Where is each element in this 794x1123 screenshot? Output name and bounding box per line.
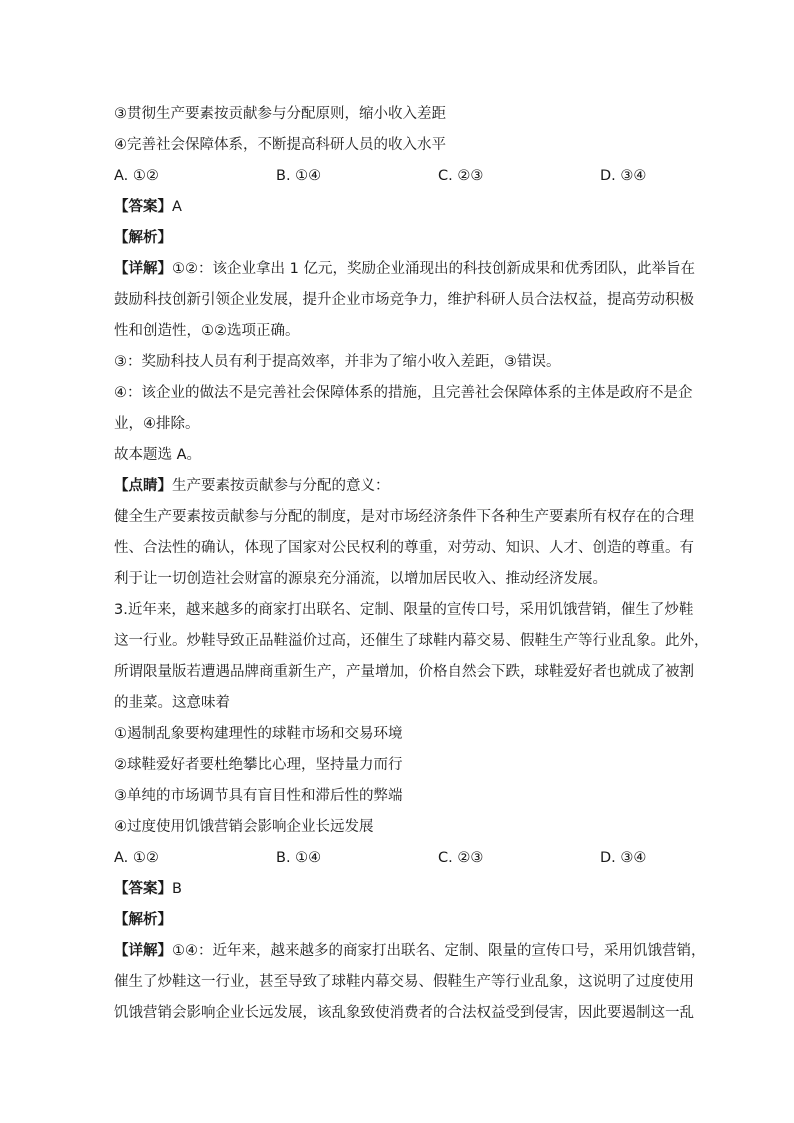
answer-options (114, 161, 694, 192)
q3-option-d: D. ③④ (600, 850, 647, 866)
detail-line: 业，④排除。 (114, 416, 200, 432)
option-a: A. ①② (114, 168, 159, 184)
question-3-stem: 3.近年来，越来越多的商家打出联名、定制、限量的宣传口号，采用饥饿营销，催生了炒鞋 (114, 602, 694, 618)
q3-answer-tag: 【答案】 (114, 881, 172, 897)
option-d: D. ③④ (600, 168, 647, 184)
q3-answer-value: B (172, 881, 182, 897)
question-3-stem: 所谓限量版若遭遇品牌商重新生产，产量增加，价格自然会下跌，球鞋爱好者也就成了被割 (114, 664, 694, 680)
q3-analysis-heading (114, 905, 694, 936)
answer-tag: 【答案】 (114, 199, 172, 215)
detail-line: ③：奖励科技人员有利于提高效率，并非为了缩小收入差距，③错误。 (114, 354, 561, 370)
q3-detail-text: ①④：近年来，越来越多的商家打出联名、定制、限量的宣传口号，采用饥饿营销， (172, 943, 706, 959)
answer-line (114, 192, 694, 223)
q3-analysis-tag: 【解析】 (114, 912, 172, 928)
detail-line: 性和创造性，①②选项正确。 (114, 323, 300, 339)
point-tag: 【点睛】 (114, 478, 172, 494)
detail-tag: 【详解】 (114, 261, 172, 277)
q3-option-c: C. ②③ (438, 850, 484, 866)
q3-detail-tag: 【详解】 (114, 943, 172, 959)
point-title: 生产要素按贡献参与分配的意义： (172, 478, 390, 494)
detail-line: 鼓励科技创新引领企业发展，提升企业市场竞争力，维护科研人员合法权益，提高劳动积极 (114, 292, 694, 308)
q3-detail-line: 催生了炒鞋这一行业，甚至导致了球鞋内幕交易、假鞋生产等行业乱象，这说明了过度使用 (114, 974, 694, 990)
statement-3: ③贯彻生产要素按贡献参与分配原则，缩小收入差距 (114, 106, 446, 122)
point-text: 健全生产要素按贡献参与分配的制度，是对市场经济条件下各种生产要素所有权存在的合理 (114, 509, 694, 525)
q3-option-b: B. ①④ (276, 850, 322, 866)
q3-statement-1: ①遏制乱象要构建理性的球鞋市场和交易环境 (114, 726, 403, 742)
detail-text: ①②：该企业拿出 1 亿元，奖励企业涌现出的科技创新成果和优秀团队，此举旨在 (172, 261, 695, 277)
option-b: B. ①④ (276, 168, 322, 184)
question-3-stem: 这一行业。炒鞋导致正品鞋溢价过高，还催生了球鞋内幕交易、假鞋生产等行业乱象。此外， (114, 633, 709, 649)
q3-detail-line (114, 936, 706, 967)
detail-line (114, 254, 694, 285)
q3-answer-options (114, 843, 694, 874)
detail-line: ④：该企业的做法不是完善社会保障体系的措施，且完善社会保障体系的主体是政府不是企 (114, 385, 693, 401)
statement-4: ④完善社会保障体系，不断提高科研人员的收入水平 (114, 137, 446, 153)
option-c: C. ②③ (438, 168, 484, 184)
document-body (114, 99, 709, 1029)
answer-value: A (172, 199, 182, 215)
point-text: 利于让一切创造社会财富的源泉充分涌流，以增加居民收入、推动经济发展。 (114, 571, 607, 587)
question-3-stem: 的韭菜。这意味着 (114, 695, 230, 711)
q3-statement-4: ④过度使用饥饿营销会影响企业长远发展 (114, 819, 374, 835)
q3-option-a: A. ①② (114, 850, 159, 866)
analysis-heading (114, 223, 694, 254)
q3-detail-line: 饥饿营销会影响企业长远发展，该乱象致使消费者的合法权益受到侵害，因此要遏制这一乱 (114, 1005, 694, 1021)
q3-statement-2: ②球鞋爱好者要杜绝攀比心理，坚持量力而行 (114, 757, 403, 773)
q3-answer-line (114, 874, 694, 905)
detail-line: 故本题选 A。 (114, 447, 202, 463)
point-text: 性、合法性的确认，体现了国家对公民权利的尊重，对劳动、知识、人才、创造的尊重。有 (114, 540, 694, 556)
point-line (114, 471, 694, 502)
q3-statement-3: ③单纯的市场调节具有盲目性和滞后性的弊端 (114, 788, 403, 804)
analysis-tag: 【解析】 (114, 230, 172, 246)
